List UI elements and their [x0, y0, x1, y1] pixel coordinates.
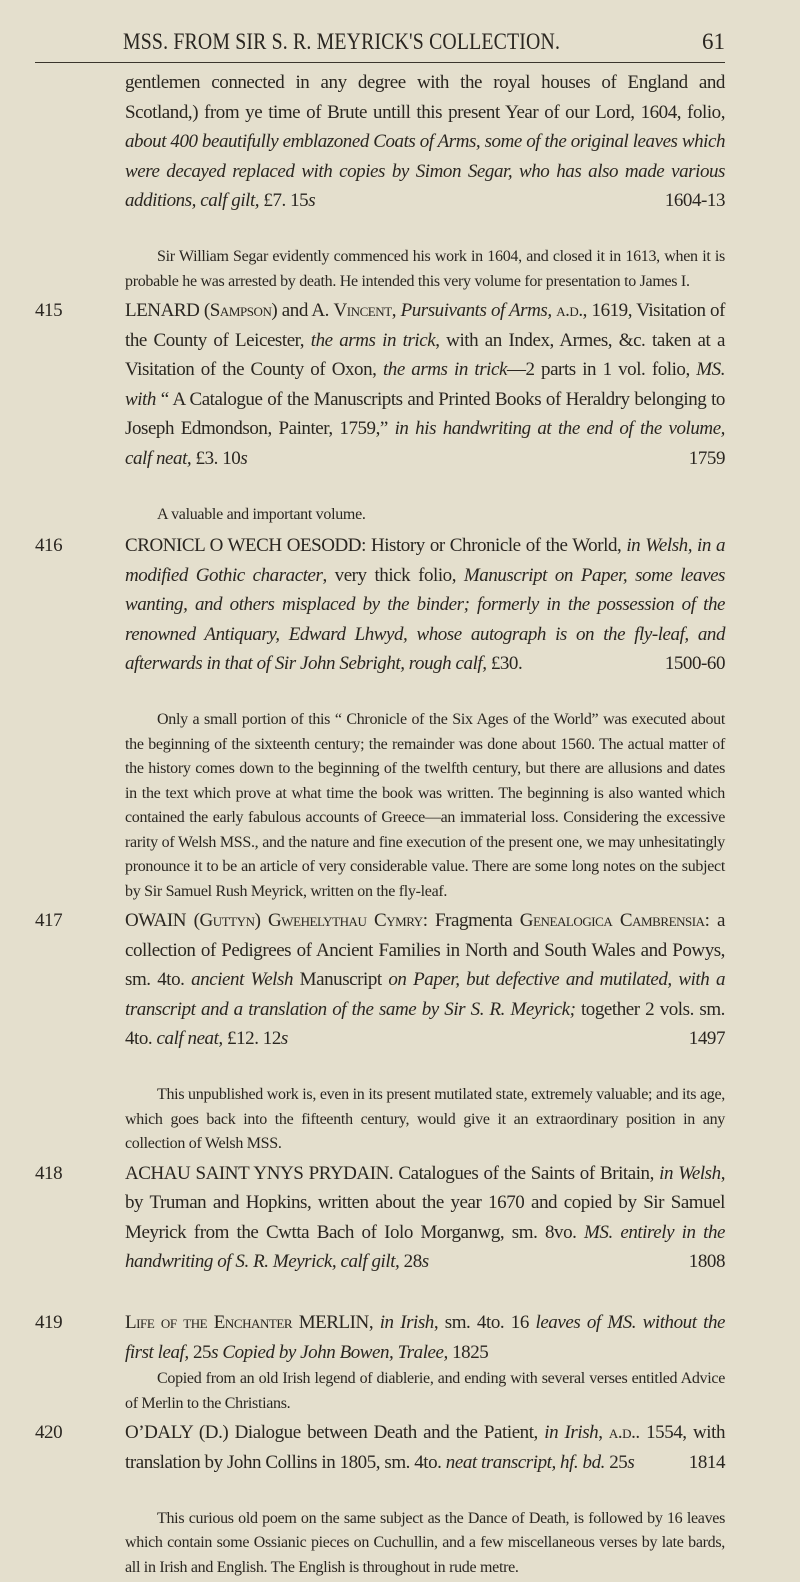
entry-description: [35, 296, 725, 503]
text-segment: s: [627, 1451, 635, 1473]
entry-date: 1808: [688, 1251, 725, 1272]
text-segment: Pursuivants of Arms,: [400, 300, 557, 321]
text-segment: Gwehelythau Cymry: [267, 910, 423, 931]
catalogue-entry: [35, 296, 725, 527]
text-segment: in Welsh, in a modified Gothic character: [125, 535, 726, 586]
text-segment: ancient Welsh: [191, 969, 300, 990]
entry-note: [125, 1083, 725, 1157]
text-segment: Manuscript on Paper, some leaves wanting, and others misplaced by the binder; formerly in the possession of the renowned Antiquary, Edward Lhwyd, whose autograph is on the fly-leaf, and afterwards in that of Sir John Sebright, rough calf,: [125, 564, 725, 674]
lot-number: 416: [35, 535, 63, 556]
text-segment: a.d.: [608, 1422, 636, 1443]
lot-number: 419: [35, 1312, 63, 1333]
lot-number: 418: [35, 1162, 63, 1184]
text-segment: the arms in trick: [310, 329, 436, 351]
entry-date: 1497: [688, 1028, 725, 1049]
text-segment: 25: [192, 1341, 212, 1363]
text-segment: OWAIN (: [125, 910, 200, 931]
entry-description: [35, 531, 726, 708]
text-segment: , sm. 4to. 16: [433, 1312, 536, 1333]
text-segment: : a collection of Pedigrees of Ancient Families in North and South Wales and Powys, sm. 4to.: [125, 910, 725, 990]
entry-date: 1604-13: [664, 190, 725, 211]
text-segment: about 400 beautifully emblazoned Coats of Arms, some of the original leaves which were decayed replaced with copies by Simon Segar, who has also made various additions, calf gilt,: [125, 131, 725, 211]
text-segment: Copied by John Bowen, Tralee,: [222, 1341, 453, 1363]
entry-description: [35, 1418, 725, 1507]
text-segment: , with an Index, Armes, &c. taken at a Visitation of the County of Oxon,: [125, 329, 725, 380]
entry-date: 1759: [688, 447, 725, 469]
text-segment: ,: [391, 300, 401, 321]
text-segment: MS. with: [125, 359, 725, 410]
text-segment: This unpublished work is, even in its present mutilated state, extremely valuable; and its age, which goes back into the fifteenth century, would give it an extraordinary position in any collection of Welsh MSS.: [125, 1086, 725, 1152]
text-segment: a.d.: [556, 300, 583, 321]
text-segment: “ A Catalogue of the Manuscripts and Printed Books of Heraldry belonging to Joseph Edmondson, Painter, 1759,”: [125, 388, 725, 439]
text-segment: CRONICL O WECH OESODD: History or Chronicle of the World,: [125, 535, 627, 556]
page-number: 61: [702, 29, 725, 54]
text-segment: s: [211, 1341, 219, 1363]
catalogue-entry: [35, 906, 725, 1157]
text-segment: Only a small portion of this “ Chronicle of the Six Ages of the World” was executed about the beginning of the sixteenth century; the remainder was done about 1560. The actual matter of the history comes down to the beginning of the twelfth century, but there are allusions and dates in the text which prove at what time the book was written. The beginning is also wanted which contained the early fabulous accounts of Greece—an immaterial loss. Considering the excessive rarity of Welsh MSS., and the nature and fine execution of the present one, we may unhesitatingly pronounce it to be an article of very considerable value. There are some long notes on the subject by Sir Samuel Rush Meyrick, written on the fly-leaf.: [125, 711, 725, 900]
text-segment: s: [308, 190, 316, 211]
text-segment: ,: [598, 1422, 609, 1443]
text-segment: the arms in trick: [382, 359, 507, 380]
entry-note: [125, 708, 725, 904]
lot-number: 417: [35, 910, 63, 931]
text-segment: This curious old poem on the same subject as the Dance of Death, is followed by 16 leaves which contain some Ossianic pieces on Cuchullin, and a few miscellaneous verses by late bards, all in Irish and English. The English is throughout in rude metre.: [125, 1509, 725, 1576]
text-segment: gentlemen connected in any degree with the royal houses of England and Scotland,) from ye time of Brute untill this present Year of our Lord, 1604, folio,: [125, 72, 725, 123]
text-segment: LENARD (: [125, 300, 210, 321]
text-segment: calf neat,: [156, 1028, 228, 1049]
entry-date: 1814: [688, 1451, 725, 1473]
text-segment: , 1619, Visitation of the County of Leicester,: [125, 300, 725, 351]
text-segment: leaves of MS. without the first leaf,: [125, 1312, 725, 1363]
catalogue-entry: [35, 68, 725, 294]
text-segment: : Fragmenta: [422, 910, 520, 931]
text-segment: Guttyn: [199, 910, 255, 931]
text-segment: MERLIN,: [298, 1312, 380, 1333]
text-segment: on Paper, but defective and mutilated, with a transcript and a translation of the same by Sir S. R. Meyrick;: [125, 969, 725, 1020]
text-segment: neat transcript, hf. bd.: [445, 1451, 610, 1473]
entry-note: [125, 503, 725, 528]
text-segment: ) and A.: [271, 300, 334, 321]
text-segment: , by Truman and Hopkins, written about the year 1670 and copied by Sir Samuel Meyrick from the Cwtta Bach of Iolo Morganwg, sm. 8vo.: [125, 1162, 725, 1243]
text-segment: £7. 15: [263, 190, 309, 211]
text-segment: together 2 vols. sm. 4to.: [125, 998, 725, 1049]
text-segment: Sampson: [209, 300, 272, 321]
text-segment: , very thick folio,: [322, 564, 464, 586]
entry-note: [125, 245, 725, 294]
text-segment: ): [254, 910, 268, 931]
text-segment: in his handwriting at the end of the volume, calf neat,: [125, 418, 725, 469]
text-segment: s: [421, 1251, 429, 1272]
text-segment: in Irish: [544, 1422, 599, 1443]
running-header: [35, 24, 725, 63]
text-segment: £3. 10: [195, 447, 241, 469]
text-segment: Sir William Segar evidently commenced his work in 1604, and closed it in 1613, when it is probable he was arrested by death. He intended this very volume for presentation to James I.: [125, 248, 725, 290]
text-segment: Life of the Enchanter: [125, 1312, 299, 1333]
text-segment: —2 parts in 1 vol. folio,: [506, 359, 697, 380]
entry-date: 1500-60: [664, 653, 725, 674]
text-segment: £30.: [490, 653, 523, 674]
entry-description: [125, 68, 725, 245]
text-segment: 28: [403, 1251, 422, 1272]
text-segment: s: [240, 447, 248, 469]
text-segment: Genealogica Cambrensia: [519, 910, 705, 931]
catalogue-entry: [35, 1308, 725, 1416]
entry-note: [125, 1507, 725, 1581]
text-segment: . 1554, with translation by John Collins in 1805, sm. 4to.: [125, 1422, 725, 1473]
text-segment: MS. entirely in the handwriting of S. R. Meyrick, calf gilt,: [125, 1221, 726, 1272]
catalogue-entry: [35, 1418, 725, 1580]
entry-note: [125, 1367, 725, 1416]
text-segment: in Irish: [379, 1312, 434, 1333]
text-segment: Manuscript: [299, 969, 389, 990]
text-segment: £12. 12: [227, 1028, 281, 1049]
text-segment: Copied from an old Irish legend of diablerie, and ending with several verses entitled Advice of Merlin to the Christians.: [125, 1370, 725, 1412]
entry-description: [35, 1308, 725, 1367]
text-segment: A valuable and important volume.: [157, 505, 366, 523]
text-segment: 1825: [452, 1341, 489, 1363]
text-segment: 25: [609, 1451, 628, 1473]
lot-number: 415: [35, 300, 63, 321]
entry-description: [35, 906, 725, 1083]
catalogue-body: [35, 68, 725, 1582]
lot-number: 420: [35, 1422, 63, 1443]
running-title: MSS. FROM SIR S. R. MEYRICK'S COLLECTION.: [123, 29, 561, 54]
text-segment: O’DALY (D.) Dialogue between Death and the Patient,: [125, 1422, 545, 1443]
text-segment: ACHAU SAINT YNYS PRYDAIN. Catalogues of the Saints of Britain,: [125, 1162, 660, 1184]
catalogue-entry: [35, 531, 725, 904]
text-segment: in Welsh: [659, 1162, 721, 1184]
text-segment: s: [280, 1028, 288, 1049]
text-segment: Vincent: [333, 300, 392, 321]
